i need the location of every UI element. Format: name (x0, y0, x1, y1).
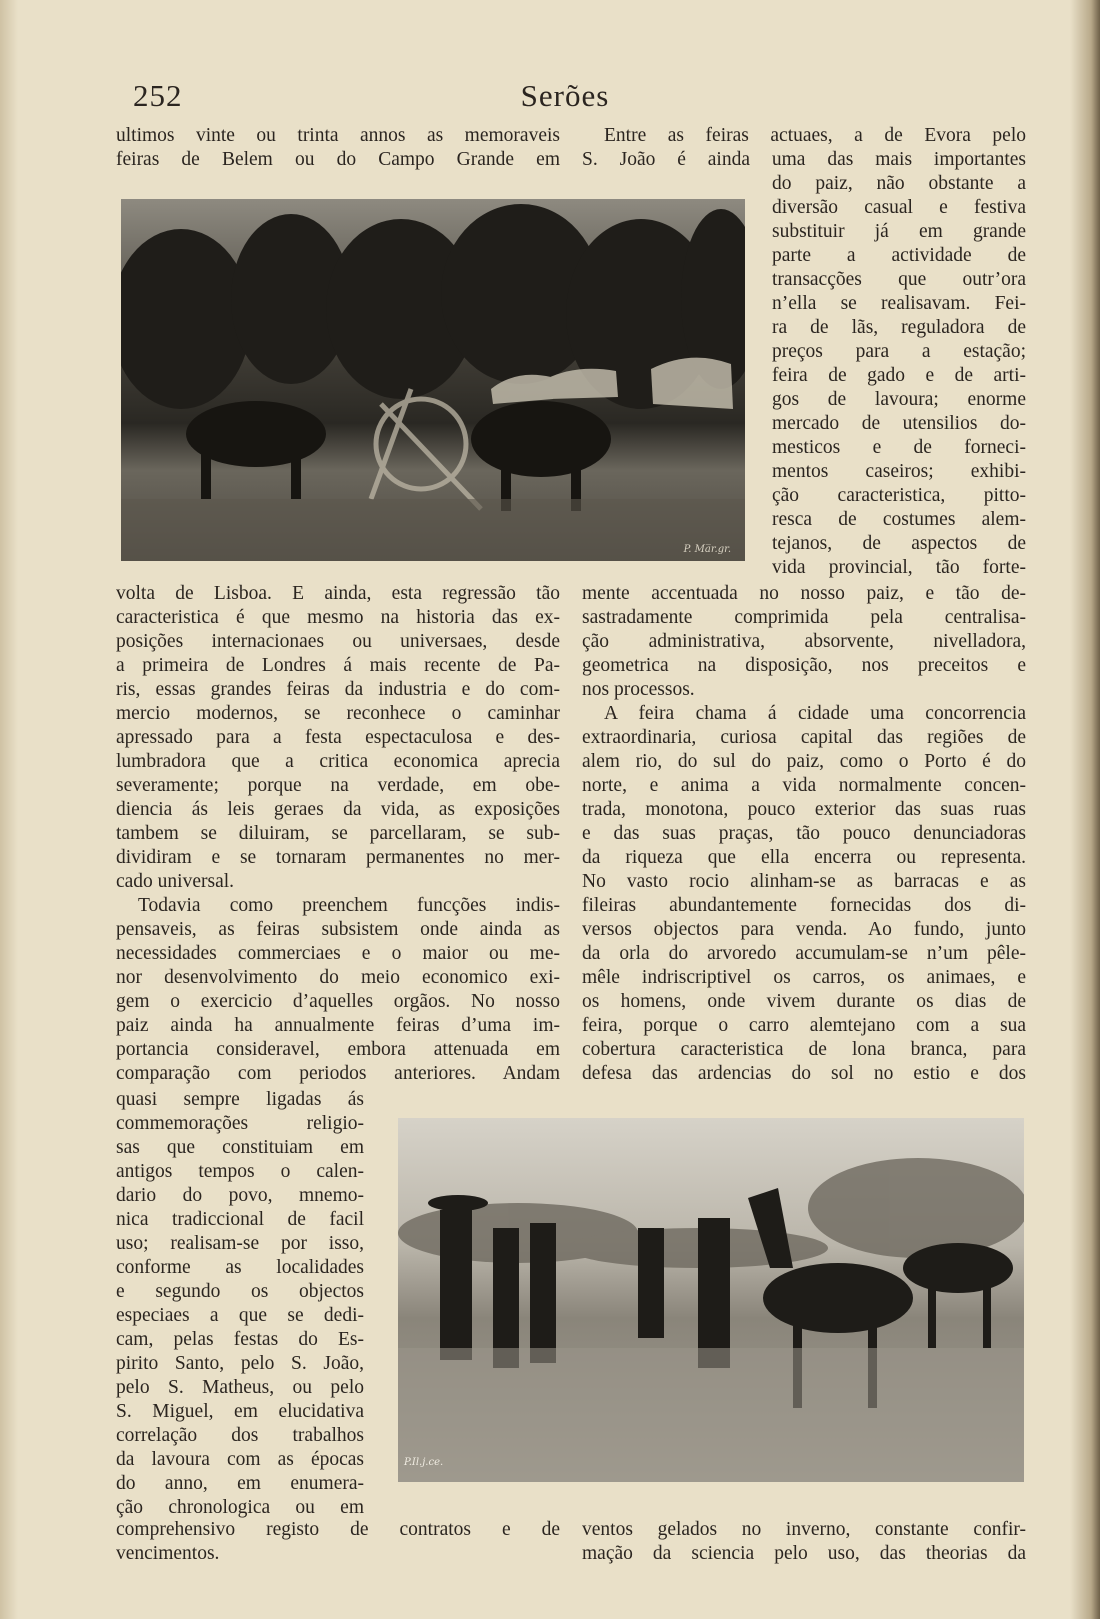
text-line: dividiram e se tornaram permanentes no mer- (116, 847, 560, 868)
left-column-top-text (116, 124, 560, 172)
text-line: paiz ainda ha annualmente feiras d’uma im- (116, 1015, 560, 1036)
text-line: vida provincial, tão forte- (772, 557, 1026, 578)
text-line: cado universal. (116, 871, 235, 892)
text-line: nos processos. (582, 679, 695, 700)
text-line: e das suas praças, tão pouco denunciadoras (582, 823, 1026, 844)
text-line: n’ella se realisavam. Fei- (772, 293, 1026, 314)
text-line: antigos tempos o calen- (116, 1161, 364, 1182)
text-line: S. Miguel, em elucidativa (116, 1401, 364, 1422)
text-line: nica tradiccional de facil (116, 1209, 364, 1230)
text-line: vencimentos. (116, 1543, 220, 1564)
text-line: No vasto rocio alinham-se as barracas e as (582, 871, 1026, 892)
text-line: mercio modernos, se reconhece o caminhar (116, 703, 560, 724)
text-line: feira, porque o carro alemtejano com a sua (582, 1015, 1026, 1036)
photo-top-signature: P. Ma̅r.gr. (683, 544, 731, 555)
text-line: pensaveis, as feiras subsistem onde ainda as (116, 919, 560, 940)
text-line: uso; realisam-se por isso, (116, 1233, 364, 1254)
text-line: geometrica na disposição, nos preceitos e (582, 655, 1026, 676)
text-line: diencia ás leis geraes da vida, as exposições (116, 799, 560, 820)
text-line: transacções que outr’ora (772, 269, 1026, 290)
text-line: feiras de Belem ou do Campo Grande em (116, 149, 560, 170)
text-line: parte a actividade de (772, 245, 1026, 266)
text-line: gem o exercicio d’aquelles orgãos. No nosso (116, 991, 560, 1012)
right-column-bottom-text (582, 1518, 1026, 1566)
text-line: apressado para a festa espectaculosa e des- (116, 727, 560, 748)
text-line: volta de Lisboa. E ainda, esta regressão tão (116, 583, 560, 604)
text-line: sastradamente comprimida pela centralisa- (582, 607, 1026, 628)
text-line: preços para a estação; (772, 341, 1026, 362)
text-line: extraordinaria, curiosa capital das regiões de (582, 727, 1026, 748)
text-line: fileiras abundantemente fornecidas dos di- (582, 895, 1026, 916)
text-line: ção chronologica ou em (116, 1497, 364, 1518)
text-line: sas que constituiam em (116, 1137, 364, 1158)
text-line: S. João é ainda uma das mais importantes (582, 149, 1026, 170)
text-line: ção caracteristica, pitto- (772, 485, 1026, 506)
photo-bottom-signature: P.Il.j.ce. (404, 1457, 444, 1468)
text-line: da lavoura com as épocas (116, 1449, 364, 1470)
text-line: lumbradora que a critica economica aprecia (116, 751, 560, 772)
text-line: quasi sempre ligadas ás (116, 1089, 364, 1110)
text-line: da orla do arvoredo accumulam-se n’um pêle- (582, 943, 1026, 964)
text-line: ventos gelados no inverno, constante confir- (582, 1519, 1026, 1540)
text-line: cobertura caracteristica de lona branca, para (582, 1039, 1026, 1060)
text-line: tambem se diluiram, se parcellaram, se sub- (116, 823, 560, 844)
right-column-beside-photo-text (772, 172, 1026, 580)
text-line: e segundo os objectos (116, 1281, 364, 1302)
text-line: pelo S. Matheus, ou pelo (116, 1377, 364, 1398)
text-line: necessidades commerciaes e o maior ou me- (116, 943, 560, 964)
text-line: mêle indriscriptivel os carros, os animaes, e (582, 967, 1026, 988)
text-line: mente accentuada no nosso paiz, e tão de- (582, 583, 1026, 604)
text-line: feira de gado e de arti- (772, 365, 1026, 386)
text-line: os homens, onde vivem durante os dias de (582, 991, 1026, 1012)
page-number: 252 (133, 78, 183, 113)
text-line: pirito Santo, pelo S. João, (116, 1353, 364, 1374)
right-column-top-text (582, 124, 1026, 172)
text-line: defesa das ardencias do sol no estio e dos (582, 1063, 1026, 1084)
right-column-middle-text (582, 582, 1026, 1086)
left-column-middle-text (116, 582, 560, 1086)
text-line: ção administrativa, absorvente, nivelladora, (582, 631, 1026, 652)
text-line: cam, pelas festas do Es- (116, 1329, 364, 1350)
text-line: Todavia como preenchem funcções indis- (138, 895, 560, 916)
text-line: ra de lãs, reguladora de (772, 317, 1026, 338)
left-column-beside-photo-text (116, 1088, 364, 1520)
text-line: da riqueza que ella encerra ou representa. (582, 847, 1026, 868)
text-line: versos objectos para venda. Ao fundo, junto (582, 919, 1026, 940)
photo-men-and-mules (398, 1118, 1024, 1482)
text-line: substituir já em grande (772, 221, 1026, 242)
page-edge-shadow-right (1070, 0, 1100, 1619)
text-line: mentos caseiros; exhibi- (772, 461, 1026, 482)
text-line: nor desenvolvimento do meio economico exi- (116, 967, 560, 988)
text-line: ultimos vinte ou trinta annos as memoraveis (116, 125, 560, 146)
text-line: trada, monotona, pouco exterior das suas ruas (582, 799, 1026, 820)
text-line: mercado de utensilios do- (772, 413, 1026, 434)
running-title: Serões (520, 78, 610, 113)
text-line: posições internacionaes ou universaes, desde (116, 631, 560, 652)
text-line: gos de lavoura; enorme (772, 389, 1026, 410)
text-line: a primeira de Londres á mais recente de Pa- (116, 655, 560, 676)
left-column-bottom-text (116, 1518, 560, 1566)
text-line: commemorações religio- (116, 1113, 364, 1134)
text-line: portancia consideravel, embora attenuada em (116, 1039, 560, 1060)
text-line: comparação com periodos anteriores. Andam (116, 1063, 560, 1084)
photo-oxen-and-carts (121, 199, 745, 561)
text-line: diversão casual e festiva (772, 197, 1026, 218)
text-line: alem rio, do sul do paiz, como o Porto é do (582, 751, 1026, 772)
text-line: resca de costumes alem- (772, 509, 1026, 530)
text-line: caracteristica é que mesmo na historia das ex- (116, 607, 560, 628)
text-line: tejanos, de aspectos de (772, 533, 1026, 554)
text-line: A feira chama á cidade uma concorrencia (604, 703, 1026, 724)
text-line: dario do povo, mnemo- (116, 1185, 364, 1206)
text-line: do anno, em enumera- (116, 1473, 364, 1494)
text-line: correlação dos trabalhos (116, 1425, 364, 1446)
page-edge-shadow-left (0, 0, 18, 1619)
text-line: comprehensivo registo de contratos e de (116, 1519, 560, 1540)
text-line: Entre as feiras actuaes, a de Evora pelo (604, 125, 1026, 146)
text-line: ris, essas grandes feiras da industria e do com- (116, 679, 560, 700)
text-line: severamente; porque na verdade, em obe- (116, 775, 560, 796)
text-line: do paiz, não obstante a (772, 173, 1026, 194)
text-line: especiaes a que se dedi- (116, 1305, 364, 1326)
text-line: conforme as localidades (116, 1257, 364, 1278)
text-line: mação da sciencia pelo uso, das theorias da (582, 1543, 1026, 1564)
text-line: norte, e anima a vida normalmente concen- (582, 775, 1026, 796)
text-line: mesticos e de forneci- (772, 437, 1026, 458)
